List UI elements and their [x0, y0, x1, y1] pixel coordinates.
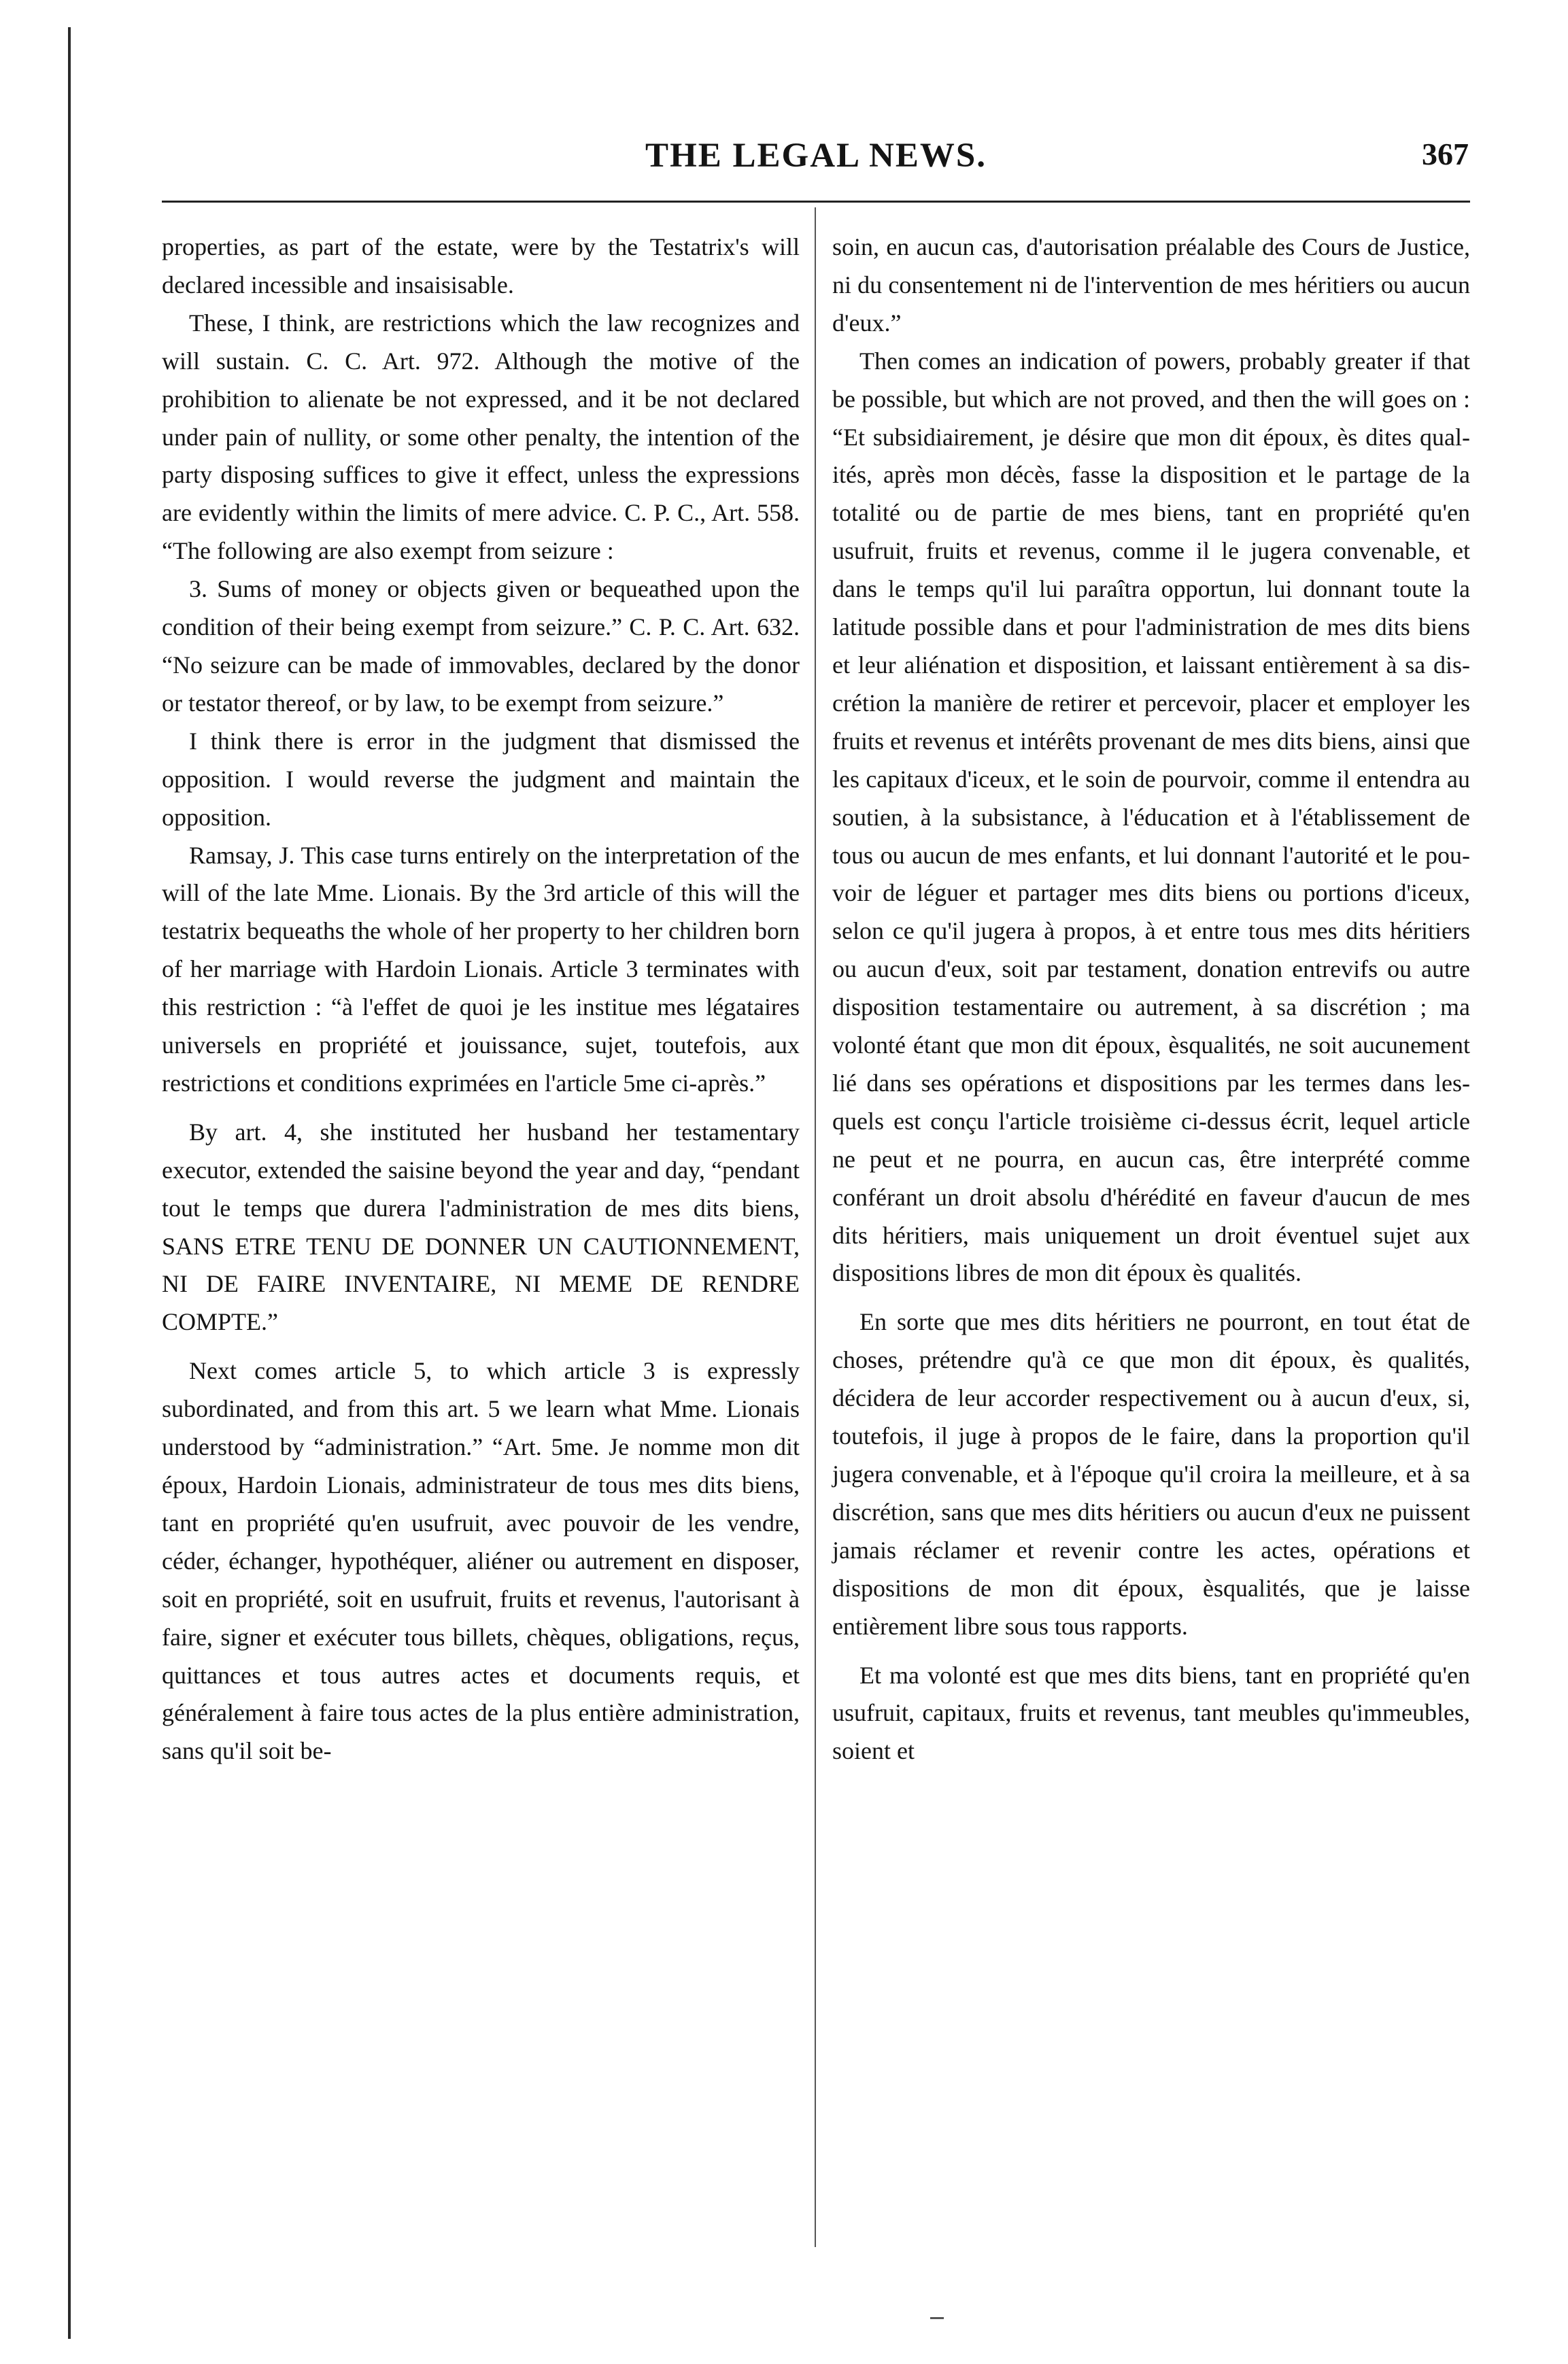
paragraph: I think there is error in the judgment that dismissed the opposition. I would reverse the judgment and maintain the opposition.: [162, 727, 800, 831]
paragraph: properties, as part of the estate, were by the Testatrix's will declared incessible and insaisisable.: [162, 233, 800, 298]
paragraph: soin, en aucun cas, d'autorisation préalable des Cours de Justice, ni du consentement ni de l'intervention de mes héritiers ou aucun d'eux.”: [832, 233, 1470, 337]
paragraph: These, I think, are restrictions which the law recognizes and will sustain. C. C. Art. 972. Although the motive of the prohibition to alienate be not expressed, and it be not declared under pain of nullity, or some other penalty, the intention of the party disposing suffices to give it effect, unless the expressions are evidently within the limits of mere advice. C. P. C., Art. 558. “The following are also exempt from seizure :: [162, 309, 800, 565]
column-divider: [815, 207, 816, 2247]
page-number: 367: [1422, 137, 1469, 171]
page-margin-line: [68, 27, 71, 2339]
left-column: [162, 228, 800, 1770]
right-column: [832, 228, 1470, 1770]
paragraph: Next comes article 5, to which article 3 is expressly subordinated, and from this art. 5 we learn what Mme. Lionais understood by “administration.” “Art. 5me. Je nomme mon dit époux, Hardoin Lionais, administrateur de tous mes dits biens, tant en propriété qu'en usufruit, avec pouvoir de les vendre, céder, échanger, hypothéquer, aliéner ou autrement en disposer, soit en propriété, soit en usufruit, fruits et revenus, l'autorisant à faire, signer et exécuter tous billets, chèques, obligations, reçus, quittances et tous autres actes et documents requis, et généralement à faire tous actes de la plus entière administration, sans qu'il soit be-: [162, 1357, 800, 1765]
paragraph: Et ma volonté est que mes dits biens, tant en propriété qu'en usufruit, capitaux, fruits et revenus, tant meubles qu'immeubles, soient et: [832, 1661, 1470, 1765]
header-rule: [162, 201, 1470, 203]
paragraph: Then comes an indication of powers, probably greater if that be possible, but which are not proved, and then the will goes on : “Et subsidiairement, je désire que mon dit époux, ès dites qualités, après mon décès, fasse la disposition et le partage de la totalité ou de partie de mes biens, tant en propriété qu'en usufruit, fruits et revenus, comme il le jugera convenable, et dans le temps qu'il lui paraîtra opportun, lui donnant toute la latitude possible dans et pour l'administration de mes dits biens et leur aliénation et disposition, et laissant entièrement à sa discrétion la manière de retirer et percevoir, placer et employer les fruits et revenus et intérêts provenant de mes dits biens, ainsi que les capitaux d'iceux, et le soin de pourvoir, comme il entendra au soutien, à la subsistance, à l'éducation et à l'établissement de tous ou aucun de mes enfants, et lui donnant l'autorité et le pouvoir de léguer et partager mes dits biens ou portions d'iceux, selon ce qu'il jugera à propos, à et entre tous mes dits héritiers ou aucun d'eux, soit par testament, donation entrevifs ou autre disposition testamentaire ou autrement, à sa discrétion ; ma volonté étant que mon dit époux, èsqualités, ne soit aucunement lié dans ses opérations et dispositions par les termes dans lesquels est conçu l'article troisième ci-dessus écrit, lequel article ne peut et ne pourra, en aucun cas, être interprété comme conférant un droit absolu d'hérédité en faveur d'aucun de mes dits héritiers, mais uniquement un droit éventuel sujet aux dispositions libres de mon dit époux ès qualités.: [832, 347, 1470, 1287]
page-header: [163, 136, 1469, 190]
paragraph: Ramsay, J. This case turns entirely on the interpretation of the will of the late Mme. Lionais. By the 3rd article of this will the testatrix bequeaths the whole of her property to her children born of her marriage with Hardoin Lionais. Article 3 terminates with this restriction : “à l'effet de quoi je les institue mes légataires universels en propriété et jouissance, sujet, toutefois, aux restrictions et conditions exprimées en l'article 5me ci-après.”: [162, 841, 800, 1097]
paragraph: By art. 4, she instituted her husband her testamentary executor, extended the saisine beyond the year and day, “pendant tout le temps que durera l'administration de mes dits biens, SANS ETRE TENU DE DONNER UN CAUTIONNEMENT, NI DE FAIRE INVENTAIRE, NI MEME DE RENDRE COMPTE.”: [162, 1118, 800, 1336]
paragraph: En sorte que mes dits héritiers ne pourront, en tout état de choses, prétendre qu'à ce que mon dit époux, ès qualités, décidera de leur accorder respectivement ou à aucun d'eux, si, toutefois, il juge à propos de le faire, dans la proportion qu'il jugera convenable, et à l'époque qu'il croira la meilleure, et à sa discrétion, sans que mes dits héritiers ou aucun d'eux ne puissent jamais réclamer et revenir contre les actes, opérations et dispositions de mon dit époux, èsqualités, que je laisse entièrement libre sous tous rapports.: [832, 1308, 1470, 1640]
footer-mark: [930, 2317, 944, 2319]
running-title: THE LEGAL NEWS.: [645, 137, 987, 175]
paragraph: 3. Sums of money or objects given or bequeathed upon the condition of their being exempt from seizure.” C. P. C. Art. 632. “No seizure can be made of immovables, declared by the donor or testator thereof, or by law, to be exempt from seizure.”: [162, 575, 800, 717]
